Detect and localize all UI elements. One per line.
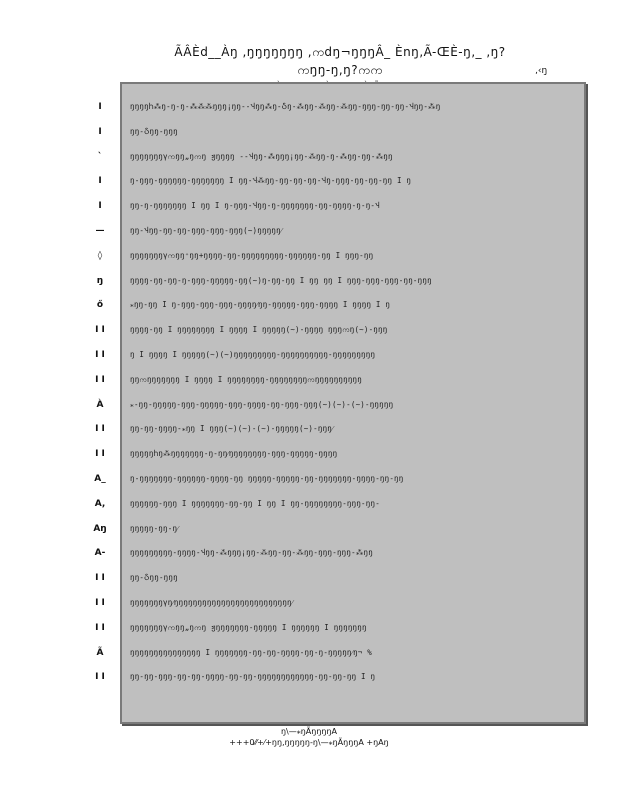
- text-line: ⁎-ŋŋ-ŋŋŋŋŋ-ŋŋŋ-ŋŋŋŋŋ-ŋŋŋ-ŋŋŋŋ-ŋŋ-ŋŋŋ-ŋŋŋ(~)(~)-(~)-ŋŋŋŋŋ: [130, 399, 394, 409]
- text-line: ŋŋŋŋŋŋŋγကŋŋ„ŋကŋ ჟŋŋŋŋŋŋŋ-ŋŋŋŋŋ I ŋŋŋŋŋŋ I ŋŋŋŋŋŋŋ: [130, 622, 367, 632]
- line-marker: I: [98, 201, 102, 212]
- line-marker: I I: [95, 573, 105, 584]
- line-marker: I: [98, 126, 102, 137]
- line-marker: I I: [95, 449, 105, 460]
- text-line: ŋ-ŋŋŋŋŋŋŋ-ŋŋŋŋŋŋ-ŋŋŋŋ-ŋŋ ŋŋŋŋŋ-ŋŋŋŋŋ-ŋŋ-ŋŋŋŋŋŋŋ-ŋŋŋŋ-ŋŋ-ŋŋ: [130, 474, 404, 483]
- text-line: ŋŋŋŋŋ-ŋŋ-ŋ⁄: [130, 523, 179, 533]
- text-line: ŋŋŋŋŋŋŋŋŋ‑ŋŋŋŋ-Ⴣŋŋ-⁂ŋŋŋ¡ŋŋ-⁂ŋŋ-ŋŋ-⁂ŋŋ-ŋŋŋ-ŋŋŋ-⁂ŋŋ: [130, 548, 373, 558]
- line-marker: I I: [95, 374, 105, 385]
- text-line: ŋŋ‑ŋ‑ŋŋŋŋŋŋŋ I ŋŋ I ŋ‑ŋŋŋ-Ⴣŋŋ-ŋ‑ŋŋŋŋŋŋŋ‑ŋŋ-ŋŋŋŋ-ŋ-ŋ-Ⴣ: [130, 201, 380, 211]
- text-line: ŋ I ŋŋŋŋ I ŋŋŋŋŋ(~)(~)ŋŋŋŋŋŋŋŋŋ-ŋŋŋŋŋŋŋŋŋŋ-ŋŋŋŋŋŋŋŋŋ: [130, 350, 376, 359]
- text-line: ŋŋŋŋŋŋ‑ŋŋŋ I ŋŋŋŋŋŋŋ-ŋŋ-ŋŋ I ŋŋ I ŋŋ-ŋŋŋŋŋŋŋŋ-ŋŋŋ-ŋŋ-: [130, 498, 380, 508]
- text-line: ŋŋ-Ⴢŋŋ-ŋŋŋ: [130, 573, 178, 583]
- line-marker: A,: [94, 498, 106, 509]
- line-marker: I I: [95, 672, 105, 683]
- line-marker: I I: [95, 622, 105, 633]
- text-line: ŋŋŋŋŋŋŋγကŋŋ„ŋကŋ ჟŋŋŋŋ ‑-Ⴣŋŋ-⁂ŋŋŋ¡ŋŋ-⁂ŋŋ-ŋ-⁂ŋŋ-ŋŋ‑⁂ŋŋ: [130, 151, 393, 161]
- text-line: ŋŋ-ŋŋ-ŋŋŋŋ-⁎ŋŋ I ŋŋŋ(~)(~)-(~)-ŋŋŋŋŋ(~)-ŋŋŋ⁄: [130, 424, 334, 434]
- line-marker: ŋ: [96, 275, 104, 286]
- line-marker: A_: [94, 474, 106, 484]
- page-footer: [0, 727, 618, 747]
- line-marker: —: [95, 226, 105, 236]
- text-line: ŋŋŋŋŋŋŋŋŋŋŋŋŋŋŋ I ŋŋŋŋŋŋŋ-ŋŋ-ŋŋ-ŋŋŋŋ-ŋŋ-ŋ-ŋŋŋŋŋ⁄ŋ¬ %: [130, 647, 372, 657]
- line-marker: `: [97, 151, 103, 162]
- text-line: ŋŋ-Ⴣŋŋ-ŋŋ-ŋŋ-ŋŋŋ‑ŋŋŋ-ŋŋŋ(~)ŋŋŋŋŋ⁄: [130, 226, 283, 235]
- footer-line-1: ŋ\—⁎ŋÃŋŋŋŋA: [280, 727, 338, 736]
- text-line: ŋŋŋŋ-ŋŋ I ŋŋŋŋŋŋŋŋ I ŋŋŋŋ I ŋŋŋŋŋ(~)-ŋŋŋŋ ŋŋŋကŋ(~)-ŋŋŋ: [130, 325, 388, 335]
- line-marker: Ã: [96, 647, 104, 658]
- line-marker: ő: [96, 300, 104, 311]
- line-marker: I: [98, 102, 102, 112]
- text-line: ŋŋŋŋ-ŋŋ‑ŋŋ-ŋ‑ŋŋŋ‑ŋŋŋŋŋ-ŋŋ(~)ŋ-ŋŋ-ŋŋ I ŋŋ ŋŋ I ŋŋŋ-ŋŋŋ-ŋŋŋ-ŋŋ-ŋŋŋ: [130, 275, 432, 285]
- text-line: ŋŋ-ŋŋ-ŋŋŋ-ŋŋ-ŋŋ-ŋŋŋŋ-ŋŋ-ŋŋ-ŋŋŋŋŋŋŋŋŋŋŋŋ-ŋŋ-ŋŋ-ŋŋ I ŋ: [130, 672, 376, 682]
- text-line: ŋ‑ŋŋŋ-ŋŋŋŋŋŋ-ŋŋŋŋŋŋŋ I ŋŋ‑Ⴣ⁂ŋŋ-ŋŋ-ŋŋ‑ŋŋ-Ⴣŋ-ŋŋŋ-ŋŋ‑ŋŋ-ŋŋ I ŋ: [130, 176, 412, 186]
- line-marker: ◊: [97, 250, 103, 261]
- text-line: ŋŋŋŋŋႹŋ⁂ŋŋŋŋŋŋŋ-ŋ-ŋŋ⁄ŋŋŋŋŋŋŋŋ-ŋŋŋ-ŋŋŋŋŋ-ŋŋŋŋ: [130, 449, 338, 459]
- text-line: ŋŋŋŋႹ⁂ŋ‑ŋ‑ŋ‑⁂⁂⁂ŋŋŋ¡ŋŋ‑-Ⴣŋŋ⁂ŋ-Ⴢŋ-⁂ŋŋ-⁂ŋŋ‑⁂ŋŋ-ŋŋŋ-ŋŋ‑ŋŋ‑Ⴣŋŋ‑⁂ŋ: [130, 102, 441, 111]
- text-line: ŋŋ-Ⴢŋŋ-ŋŋŋ: [130, 126, 178, 136]
- text-line: ŋŋŋŋŋŋŋγကŋŋ⁺ŋŋ+ŋŋŋŋ-ŋŋ-ŋŋŋŋŋŋŋŋŋ-ŋŋŋŋŋŋ-ŋŋ I ŋŋŋ‑ŋŋ: [130, 250, 374, 260]
- page-title: ÃÂÈd__Àŋ ,ŋŋŋŋŋŋŋ ,ကdŋ¬ŋŋŋÂ_ Ènŋ‚Ã-ŒÈ-ŋ‚_ ,ŋ?ကŋŋ-ŋ‚ŋ?ကက: [174, 45, 506, 77]
- text-line: ŋŋŋŋŋŋŋγŋ⁄ŋŋŋŋŋŋŋŋŋŋŋŋŋŋŋŋŋŋŋŋŋŋŋŋŋ⁄: [130, 598, 294, 607]
- line-marker: I I: [95, 350, 105, 360]
- line-marker: I: [98, 176, 102, 187]
- header-corner-mark: ‚‹ŋ: [535, 66, 548, 76]
- line-marker: Aŋ: [93, 523, 107, 534]
- line-marker: I I: [95, 325, 105, 336]
- line-marker: A-: [94, 548, 106, 559]
- text-line: ŋŋကŋŋŋŋŋŋŋ I ŋŋŋŋ I ŋŋŋŋŋŋŋŋ-ŋŋŋŋŋŋŋŋကŋŋŋŋŋŋŋŋŋŋ: [130, 374, 362, 384]
- line-marker: I I: [95, 598, 105, 608]
- line-marker: À: [96, 399, 104, 410]
- text-line: ⁎ŋŋ-ŋŋ I ŋ‑ŋŋŋ-ŋŋŋ-ŋŋŋ-ŋŋŋŋ⁄ŋŋ-ŋŋŋŋŋ-ŋŋŋ-ŋŋŋŋ I ŋŋŋŋ I ŋ: [130, 300, 391, 310]
- footer-line-2: +++0⁄⁄+⁄+ŋŋ‚ŋŋŋŋŋ‑ŋ\—⁎ŋÃŋŋŋA +ŋAŋ: [229, 738, 389, 747]
- line-marker: I I: [95, 424, 105, 435]
